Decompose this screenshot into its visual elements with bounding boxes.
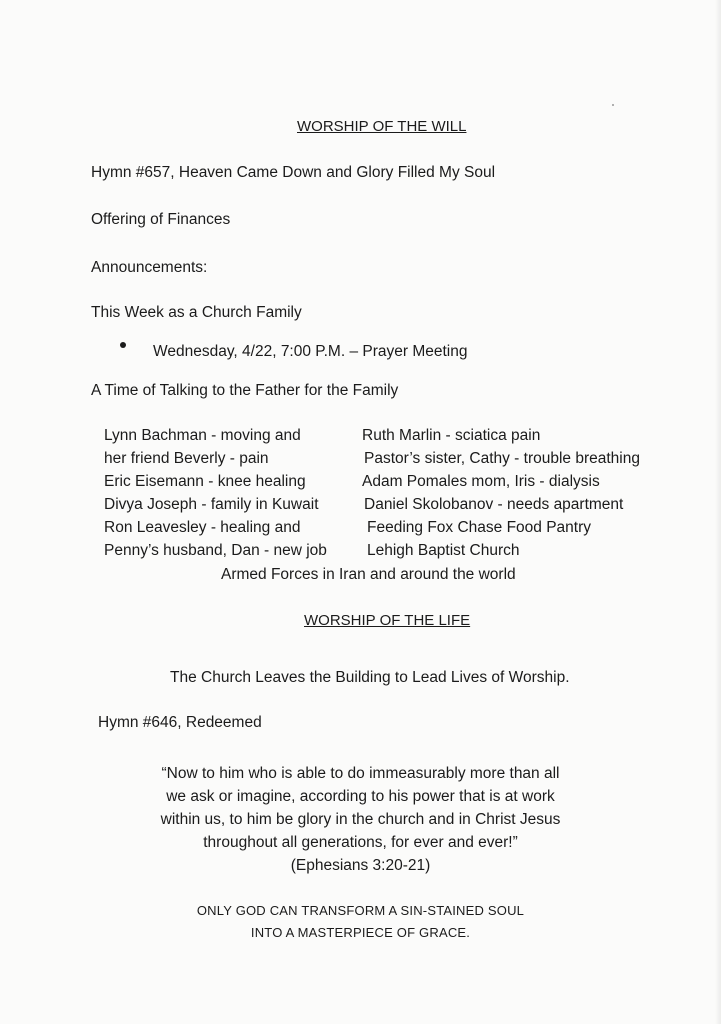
section-heading-life: WORSHIP OF THE LIFE <box>304 612 471 629</box>
list-item: Pastor’s sister, Cathy - trouble breathing <box>364 450 640 467</box>
list-item: Divya Joseph - family in Kuwait <box>104 496 319 513</box>
prayer-meeting-item: Wednesday, 4/22, 7:00 P.M. – Prayer Meeting <box>153 343 468 360</box>
closing-line: ONLY GOD CAN TRANSFORM A SIN-STAINED SOUL <box>196 903 525 918</box>
announcements-label: Announcements: <box>91 259 208 276</box>
list-item: her friend Beverly - pain <box>104 450 269 467</box>
list-item: Ron Leavesley - healing and <box>104 519 301 536</box>
hymn-line-redeemed: Hymn #646, Redeemed <box>98 714 262 731</box>
closing-line: INTO A MASTERPIECE OF GRACE. <box>250 925 471 940</box>
list-item: Daniel Skolobanov - needs apartment <box>364 496 624 513</box>
scripture-reference: (Ephesians 3:20-21) <box>290 857 431 874</box>
quote-line: throughout all generations, for ever and ever!” <box>203 834 518 851</box>
list-item: Penny’s husband, Dan - new job <box>104 542 327 559</box>
quote-line: we ask or imagine, according to his power that is at work <box>166 788 555 805</box>
list-item: Feeding Fox Chase Food Pantry <box>367 519 592 536</box>
list-item: Eric Eisemann - knee healing <box>104 473 306 490</box>
list-item: Lynn Bachman - moving and <box>104 427 301 444</box>
hymn-line: Hymn #657, Heaven Came Down and Glory Filled My Soul <box>91 164 496 181</box>
scan-speck <box>612 104 614 106</box>
church-family-label: This Week as a Church Family <box>91 304 302 321</box>
bullet-dot-icon <box>120 342 126 348</box>
list-item: Ruth Marlin - sciatica pain <box>362 427 541 444</box>
list-item: Lehigh Baptist Church <box>367 542 520 559</box>
quote-line: within us, to him be glory in the church and in Christ Jesus <box>160 811 561 828</box>
prayer-list-footer: Armed Forces in Iran and around the world <box>221 566 516 583</box>
section-heading-will: WORSHIP OF THE WILL <box>297 118 467 135</box>
quote-line: “Now to him who is able to do immeasurably more than all <box>161 765 560 782</box>
life-statement: The Church Leaves the Building to Lead Lives of Worship. <box>170 669 570 686</box>
list-item: Adam Pomales mom, Iris - dialysis <box>362 473 600 490</box>
prayer-intro: A Time of Talking to the Father for the Family <box>91 382 399 399</box>
offering-line: Offering of Finances <box>91 211 231 228</box>
